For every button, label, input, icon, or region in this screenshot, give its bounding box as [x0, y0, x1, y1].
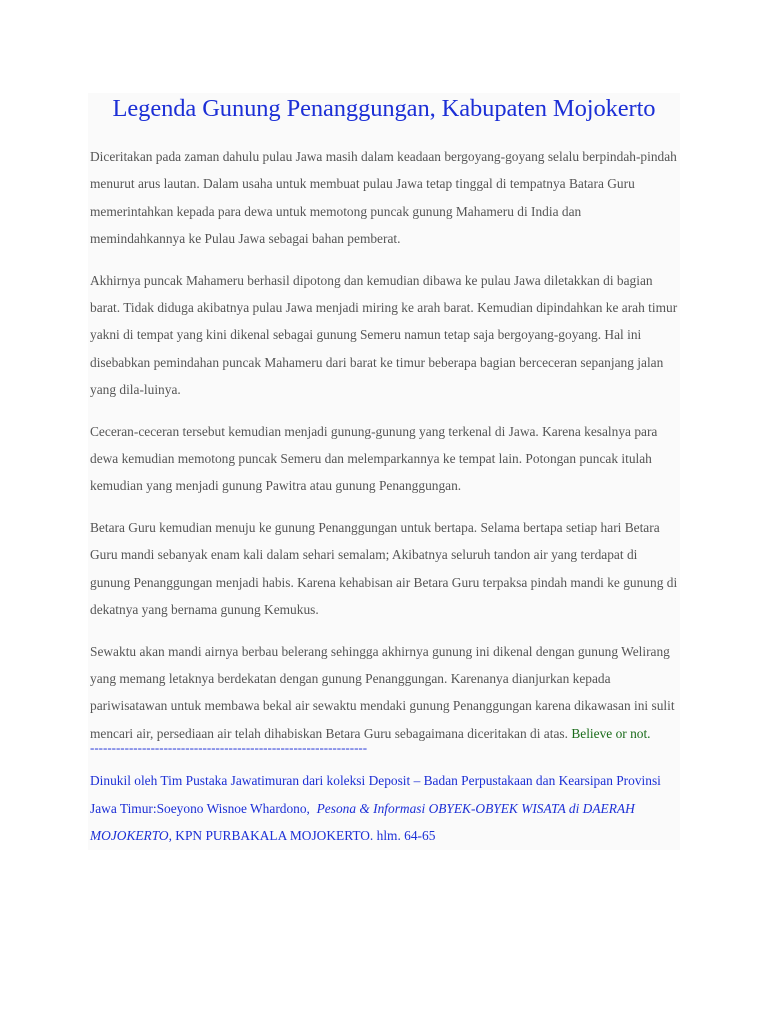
citation-book-title: Pesona & Informasi OBYEK-OBYEK WISATA di DAERAH MOJOKERTO [90, 800, 635, 843]
citation-prefix: Dinukil oleh Tim Pustaka Jawatimuran dari koleksi Deposit – Badan Perpustakaan dan Kearsipan Provinsi Jawa Timur:Soeyono Wisnoe Whardono, [90, 773, 661, 816]
paragraph-5 [90, 638, 678, 748]
paragraph-3: Ceceran-ceceran tersebut kemudian menjadi gunung-gunung yang terkenal di Jawa. Karena kesalnya para dewa kemudian memotong puncak Semeru dan melemparkannya ke tempat lain. Potongan puncak itulah kemudian yang menjadi gunung Pawitra atau gunung Penanggungan. [90, 423, 658, 494]
believe-or-not-text: Believe or not. [571, 725, 651, 741]
paragraph-5-text: Sewaktu akan mandi airnya berbau belerang sehingga akhirnya gunung ini dikenal dengan gunung Welirang yang memang letaknya berdekatan dengan gunung Penanggungan. Karenanya dianjurkan kepada pariwisatawan untuk membawa bekal air sewaktu mendaki gunung Penanggungan karena dikawasan ini sulit mencari air, persediaan air telah dihabiskan Betara Guru sebagaimana diceritakan di atas. [90, 643, 675, 741]
article-title: Legenda Gunung Penanggungan, Kabupaten Mojokerto [112, 95, 656, 122]
article-content [88, 93, 680, 850]
paragraph-2: Akhirnya puncak Mahameru berhasil dipotong dan kemudian dibawa ke pulau Jawa diletakkan di bagian barat. Tidak diduga akibatnya pulau Jawa menjadi miring ke arah barat. Kemudian dipindahkan ke arah timur yakni di tempat yang kini dikenal sebagai gunung Semeru namun tetap saja bergoyang-goyang. Hal ini disebabkan pemindahan puncak Mahameru dari barat ke timur beberapa bagian berceceran sepanjang jalan yang dila-luinya. [90, 272, 678, 398]
paragraph-1: Diceritakan pada zaman dahulu pulau Jawa masih dalam keadaan bergoyang-goyang selalu berpindah-pindah menurut arus lautan. Dalam usaha untuk membuat pulau Jawa tetap tinggal di tempatnya Batara Guru memerintahkan kepada para dewa untuk memotong puncak gunung Mahameru di India dan memindahkannya ke Pulau Jawa sebagai bahan pemberat. [90, 149, 677, 247]
citation-suffix: , KPN PURBAKALA MOJOKERTO. hlm. 64-65 [168, 827, 436, 843]
dashed-divider: ---------------------------------------------------------------- [90, 740, 368, 756]
source-citation [90, 767, 678, 849]
paragraph-4: Betara Guru kemudian menuju ke gunung Penanggungan untuk bertapa. Selama bertapa setiap hari Betara Guru mandi sebanyak enam kali dalam sehari semalam; Akibatnya seluruh tandon air yang terdapat di gunung Penanggungan menjadi habis. Karena kehabisan air Betara Guru terpaksa pindah mandi ke gunung di dekatnya yang bernama gunung Kemukus. [90, 519, 678, 618]
